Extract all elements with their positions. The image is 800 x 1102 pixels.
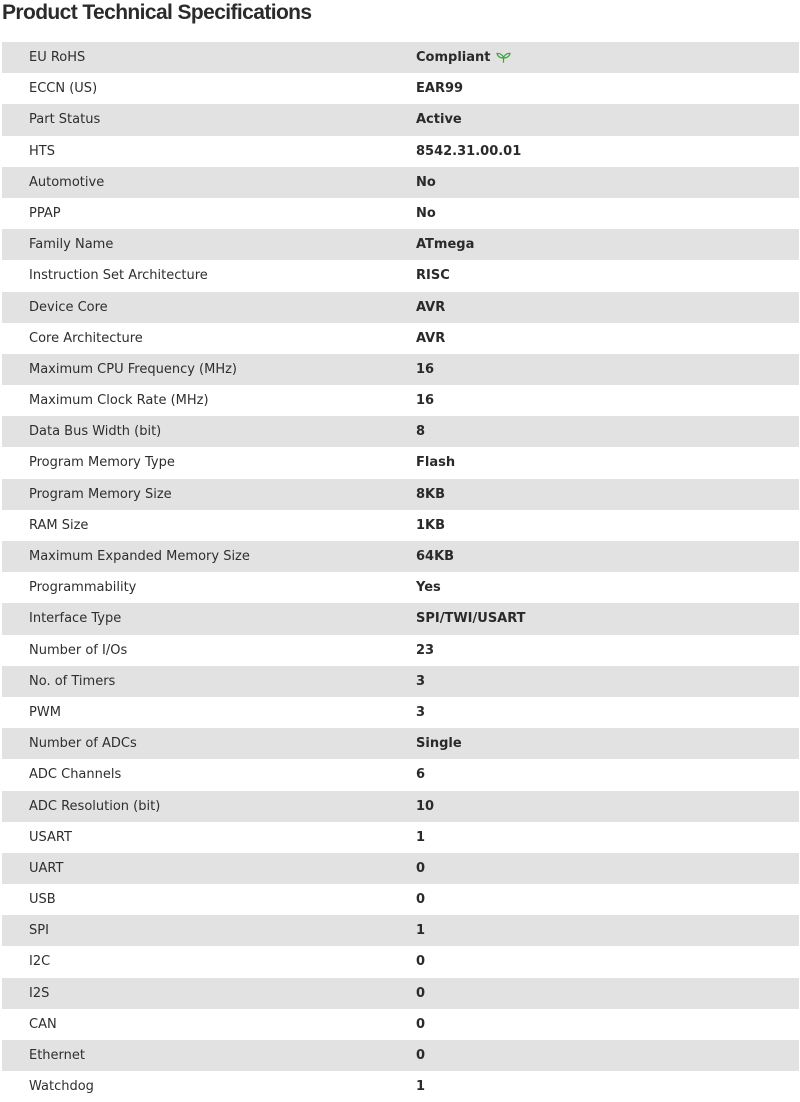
spec-label: Program Memory Size [29,486,172,502]
spec-label: Maximum Clock Rate (MHz) [29,393,209,409]
spec-row-ethernet [2,1040,799,1071]
spec-label: Number of I/Os [29,642,128,658]
spec-label: Interface Type [29,611,122,627]
spec-value: EAR99 [416,81,464,97]
spec-value: 16 [416,361,435,377]
spec-label: I2S [29,985,50,1001]
spec-value: 8 [416,424,426,440]
spec-label: UART [29,860,64,876]
spec-row-number-of-ios [2,635,799,666]
spec-value: 0 [416,954,426,970]
spec-row-device-core [2,292,799,323]
spec-row-programmability [2,572,799,603]
spec-row-max-cpu-frequency [2,354,799,385]
spec-label: Device Core [29,299,108,315]
spec-row-family-name [2,229,799,260]
spec-row-spi [2,915,799,946]
spec-row-usb [2,884,799,915]
spec-value: 8542.31.00.01 [416,143,522,159]
spec-value: Active [416,112,462,128]
spec-value: 0 [416,1048,426,1063]
spec-table [2,42,799,1102]
spec-row-program-memory-type [2,447,799,478]
spec-label: I2C [29,954,51,970]
spec-label: Maximum Expanded Memory Size [29,549,250,564]
spec-label: Data Bus Width (bit) [29,424,162,440]
spec-value: 6 [416,767,426,783]
spec-value: 3 [416,704,426,720]
page-title: Product Technical Specifications [2,1,312,24]
spec-row-eu-rohs [2,42,799,73]
spec-value: 0 [416,1016,426,1032]
spec-value: RISC [416,268,450,284]
spec-value-text: Compliant [416,50,491,65]
spec-label: Programmability [29,580,137,596]
spec-value: 1 [416,923,426,939]
spec-label: SPI [29,923,49,939]
spec-value: 16 [416,393,435,409]
spec-value: 0 [416,985,426,1001]
spec-label: Number of ADCs [29,736,137,752]
spec-value: 3 [416,673,426,689]
spec-row-adc-channels [2,759,799,790]
spec-label: Part Status [29,112,101,128]
spec-value: 1 [416,829,426,845]
spec-label: HTS [29,143,55,159]
spec-label: Instruction Set Architecture [29,268,208,284]
spec-value: 0 [416,892,426,908]
spec-row-hts [2,136,799,167]
spec-row-ram-size [2,510,799,541]
spec-value: AVR [416,330,446,346]
spec-label: Automotive [29,174,105,190]
spec-value: 8KB [416,486,446,502]
spec-row-can [2,1009,799,1040]
spec-value [416,42,511,73]
spec-label: Watchdog [29,1079,94,1095]
spec-row-max-expanded-memory [2,541,799,572]
spec-row-program-memory-size [2,479,799,510]
spec-row-automotive [2,167,799,198]
spec-label: PPAP [29,205,61,221]
spec-label: USB [29,892,56,908]
spec-value: 1KB [416,517,446,533]
spec-value: SPI/TWI/USART [416,611,526,627]
spec-row-number-of-adcs [2,728,799,759]
spec-value: No [416,174,436,190]
spec-row-interface-type [2,603,799,634]
spec-label: USART [29,829,72,845]
spec-row-i2s [2,978,799,1009]
spec-label: ADC Resolution (bit) [29,798,161,814]
spec-row-eccn [2,73,799,104]
spec-row-data-bus-width [2,416,799,447]
spec-row-watchdog [2,1071,799,1102]
spec-label: ECCN (US) [29,81,98,97]
leaf-icon [496,52,511,64]
spec-value: 23 [416,642,435,658]
spec-row-uart [2,853,799,884]
spec-label: Maximum CPU Frequency (MHz) [29,361,237,377]
spec-label: Ethernet [29,1048,85,1063]
spec-label: PWM [29,704,61,720]
spec-row-pwm [2,697,799,728]
spec-label: No. of Timers [29,673,116,689]
spec-label: EU RoHS [29,50,86,65]
spec-label: Family Name [29,237,114,253]
spec-label: CAN [29,1016,57,1032]
spec-label: ADC Channels [29,767,122,783]
spec-value: Single [416,736,462,752]
spec-label: Core Architecture [29,330,143,346]
spec-value: 10 [416,798,435,814]
spec-row-ppap [2,198,799,229]
spec-value: Flash [416,455,456,471]
spec-value: AVR [416,299,446,315]
spec-row-part-status [2,104,799,135]
spec-row-usart [2,822,799,853]
spec-value: 0 [416,860,426,876]
spec-value: 64KB [416,549,455,564]
spec-row-i2c [2,946,799,977]
spec-row-isa [2,260,799,291]
spec-value: ATmega [416,237,475,253]
spec-row-max-clock-rate [2,385,799,416]
spec-value: 1 [416,1079,426,1095]
spec-label: Program Memory Type [29,455,175,471]
spec-value: No [416,205,436,221]
spec-value: Yes [416,580,441,596]
spec-row-timers [2,666,799,697]
spec-label: RAM Size [29,517,89,533]
spec-row-adc-resolution [2,791,799,822]
spec-row-core-architecture [2,323,799,354]
